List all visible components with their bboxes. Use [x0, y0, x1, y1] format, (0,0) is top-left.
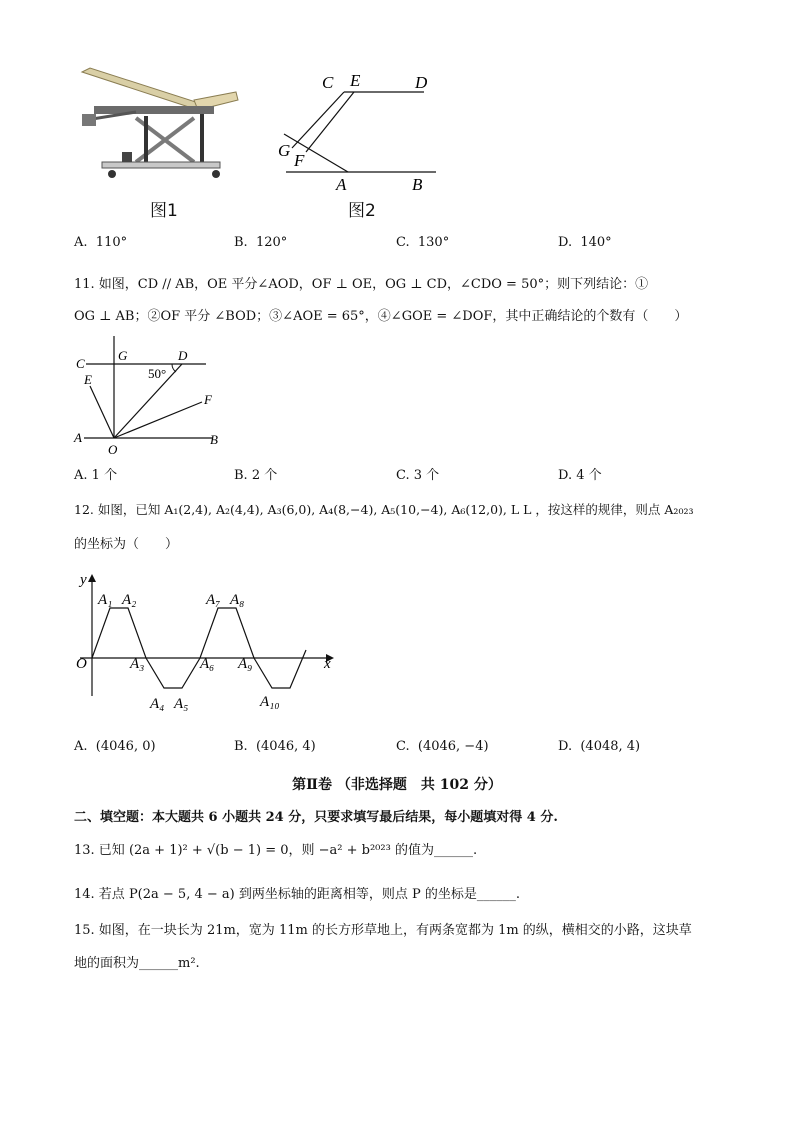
- q11-option-b[interactable]: [234, 464, 277, 483]
- option-text: 140°: [580, 235, 612, 250]
- label-f: F: [294, 151, 305, 170]
- figure-2-caption: 图2: [348, 201, 376, 221]
- option-text: 110°: [95, 235, 128, 250]
- q11-stem-line-2: OG ⊥ AB；②OF 平分 ∠BOD；③∠AOE = 65°，④∠GOE = ∠DOF，其中正确结论的个数有（ ）: [74, 309, 688, 324]
- y-axis-arrow: [88, 574, 96, 582]
- label-a1: A₁: [98, 592, 113, 608]
- label-y: y: [80, 572, 87, 588]
- label-b: B: [412, 175, 423, 192]
- option-text: 130°: [417, 235, 450, 250]
- line-of: [114, 402, 202, 438]
- option-text: (4048, 4): [580, 739, 641, 754]
- label-angle: 50°: [148, 366, 167, 381]
- q11-figure: [72, 334, 232, 458]
- parallel-lines-diagram: [272, 68, 442, 192]
- label-x: x: [324, 656, 331, 672]
- q10-option-a[interactable]: [74, 235, 127, 250]
- option-text: 120°: [255, 235, 288, 250]
- line-oe: [90, 386, 114, 438]
- label-a5: A₅: [174, 696, 189, 712]
- q10-figure-1-photo: [76, 66, 240, 188]
- figure-1-caption: 图1: [150, 201, 178, 221]
- label-d: D: [178, 348, 188, 363]
- question-13: 13. 已知 (2a + 1)² + √(b − 1) = 0，则 −a² + b²⁰²³ 的值为______.: [74, 843, 478, 858]
- label-a4: A₄: [150, 696, 165, 712]
- question-14: 14. 若点 P(2a − 5, 4 − a) 到两坐标轴的距离相等，则点 P 的坐标是______.: [74, 887, 520, 902]
- label-b: B: [210, 432, 218, 447]
- q10-option-c[interactable]: [396, 235, 449, 250]
- question-15-line-1: 15. 如图，在一块长为 21m，宽为 11m 的长方形草地上，有两条宽都为 1m 的纵，横相交的小路，这块草: [74, 923, 692, 938]
- option-letter: B.: [234, 468, 248, 483]
- label-o: O: [108, 442, 118, 457]
- question-15-line-2: 地的面积为______m².: [74, 956, 200, 971]
- option-letter: C.: [396, 468, 410, 483]
- q10-option-d[interactable]: [558, 235, 612, 250]
- option-text: 3 个: [413, 468, 440, 483]
- option-text: (4046, 0): [95, 739, 156, 754]
- label-g: G: [278, 141, 291, 160]
- q12-stem-line-1: 12. 如图，已知 A₁(2,4), A₂(4,4), A₃(6,0), A₄(8,−4), A₅(10,−4), A₆(12,0), L L ，按这样的规律，则点 A₂₀₂₃: [74, 502, 694, 517]
- line-cg: [292, 92, 344, 148]
- option-text: 2 个: [251, 468, 278, 483]
- q10-figure-2: [272, 68, 442, 192]
- label-a3: A₃: [130, 656, 145, 672]
- label-a7: A₇: [206, 592, 221, 608]
- label-a10: A₁₀: [260, 694, 280, 710]
- option-text: (4046, −4): [417, 739, 489, 754]
- fill-in-heading: 二、填空题：本大题共 6 小题共 24 分，只要求填写最后结果，每小题填对得 4 分.: [74, 810, 558, 825]
- label-c: C: [322, 73, 334, 92]
- option-letter: A.: [74, 468, 88, 483]
- option-text: (4046, 4): [255, 739, 316, 754]
- label-a8: A₈: [230, 592, 245, 608]
- option-letter: D.: [558, 468, 573, 483]
- line-ef: [306, 92, 354, 152]
- zigzag-coordinate-diagram: [72, 568, 342, 718]
- q12-option-d[interactable]: [558, 739, 640, 754]
- label-a: A: [74, 430, 82, 445]
- bed-frame-illustration: [76, 66, 240, 188]
- label-o: O: [76, 656, 87, 672]
- q12-stem-line-2: 的坐标为（ ）: [74, 537, 179, 552]
- label-a6: A₆: [200, 656, 215, 672]
- q11-stem-line-1: 11. 如图，CD // AB，OE 平分∠AOD，OF ⊥ OE，OG ⊥ CD，∠CDO = 50°；则下列结论：①: [74, 277, 649, 292]
- option-letter: B.: [234, 235, 248, 250]
- label-g: G: [118, 348, 128, 363]
- label-a2: A₂: [122, 592, 137, 608]
- option-text: 1 个: [91, 468, 118, 483]
- section-2-title: 第Ⅱ卷 （非选择题 共 102 分）: [292, 777, 502, 793]
- q12-option-a[interactable]: [74, 739, 156, 754]
- option-letter: A.: [74, 235, 88, 250]
- q11-option-d[interactable]: [558, 464, 602, 483]
- label-a: A: [336, 175, 347, 192]
- label-f: F: [204, 392, 212, 407]
- label-c: C: [76, 356, 85, 371]
- label-d: D: [415, 73, 428, 92]
- option-letter: B.: [234, 739, 248, 754]
- option-letter: C.: [396, 235, 410, 250]
- q12-option-c[interactable]: [396, 739, 489, 754]
- option-text: 4 个: [576, 468, 602, 483]
- zigzag-path: [92, 608, 306, 688]
- label-a9: A₉: [238, 656, 253, 672]
- q12-figure: [72, 568, 342, 718]
- label-e: E: [350, 71, 361, 90]
- q11-option-a[interactable]: [74, 464, 117, 483]
- option-letter: D.: [558, 235, 573, 250]
- option-letter: A.: [74, 739, 88, 754]
- label-e: E: [84, 372, 92, 387]
- q12-option-b[interactable]: [234, 739, 316, 754]
- angle-diagram: [72, 334, 232, 458]
- option-letter: D.: [558, 739, 573, 754]
- option-letter: C.: [396, 739, 410, 754]
- q10-option-b[interactable]: [234, 235, 287, 250]
- q11-option-c[interactable]: [396, 464, 439, 483]
